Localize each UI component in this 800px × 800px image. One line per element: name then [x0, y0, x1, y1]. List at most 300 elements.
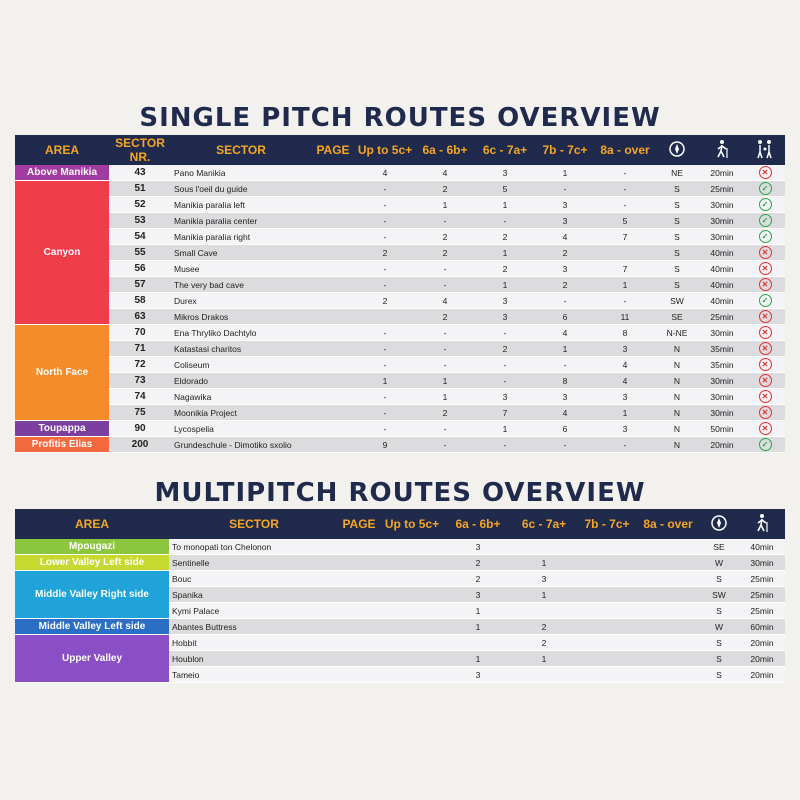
single-header-row — [15, 135, 785, 165]
grade-count — [379, 651, 445, 667]
cross-icon: ✕ — [759, 310, 772, 323]
area-cell: Mpougazi — [15, 539, 169, 555]
grade-count: - — [595, 165, 655, 181]
approach-time: 20min — [739, 651, 785, 667]
grade-count: 3 — [445, 667, 511, 683]
grade-count: 1 — [595, 277, 655, 293]
grade-count: 4 — [535, 405, 595, 421]
orientation: N — [655, 373, 699, 389]
table-row — [15, 277, 785, 293]
sector-number: 71 — [109, 341, 171, 357]
orientation: S — [655, 181, 699, 197]
sector-name: Manikia paralia center — [171, 213, 311, 229]
grade-count: 1 — [475, 197, 535, 213]
grade-count: 3 — [595, 341, 655, 357]
table-row — [15, 325, 785, 341]
sector-name: Kymi Palace — [169, 603, 339, 619]
grade-count — [577, 555, 637, 571]
family-suitability — [745, 437, 785, 453]
grade-count: 3 — [475, 165, 535, 181]
page-number — [311, 357, 355, 373]
family-suitability — [745, 357, 785, 373]
grade-count: 4 — [535, 325, 595, 341]
sector-number: 53 — [109, 213, 171, 229]
cross-icon: ✕ — [759, 422, 772, 435]
grade-count: 3 — [475, 309, 535, 325]
sector-name: Eldorado — [171, 373, 311, 389]
grade-count: 2 — [355, 245, 415, 261]
grade-count: - — [415, 437, 475, 453]
table-row — [15, 197, 785, 213]
page-number — [311, 245, 355, 261]
grade-count: 7 — [475, 405, 535, 421]
table-row — [15, 437, 785, 453]
page-number — [311, 341, 355, 357]
grade-count: 1 — [355, 373, 415, 389]
family-suitability — [745, 181, 785, 197]
sector-name: Tameio — [169, 667, 339, 683]
grade-count — [379, 603, 445, 619]
sector-name: Small Cave — [171, 245, 311, 261]
approach-time: 35min — [699, 341, 745, 357]
grade-count: - — [355, 341, 415, 357]
page-number — [311, 309, 355, 325]
page-number — [339, 651, 379, 667]
sector-number: 51 — [109, 181, 171, 197]
page-number — [311, 197, 355, 213]
col-header: 6c - 7a+ — [475, 135, 535, 165]
table-row — [15, 539, 785, 555]
grade-count: - — [595, 293, 655, 309]
grade-count — [577, 603, 637, 619]
grade-count: 2 — [511, 635, 577, 651]
single-pitch-table — [15, 135, 785, 453]
approach-time: 60min — [739, 619, 785, 635]
orientation: S — [655, 261, 699, 277]
grade-count — [637, 651, 699, 667]
sector-name: Sentinelle — [169, 555, 339, 571]
grade-count — [637, 667, 699, 683]
grade-count: 3 — [511, 571, 577, 587]
sector-number: 74 — [109, 389, 171, 405]
sector-name: The very bad cave — [171, 277, 311, 293]
table-row — [15, 619, 785, 635]
sector-number: 200 — [109, 437, 171, 453]
sector-name: Bouc — [169, 571, 339, 587]
approach-time: 20min — [739, 635, 785, 651]
grade-count: 3 — [535, 389, 595, 405]
sector-name: Ena Thryliko Dachtylo — [171, 325, 311, 341]
grade-count: 3 — [475, 389, 535, 405]
area-cell: Profitis Elias — [15, 437, 109, 453]
approach-time: 50min — [699, 421, 745, 437]
check-icon: ✓ — [759, 294, 772, 307]
grade-count: 2 — [355, 293, 415, 309]
sector-number: 73 — [109, 373, 171, 389]
family-suitability — [745, 325, 785, 341]
grade-count: - — [355, 181, 415, 197]
grade-count: 1 — [415, 197, 475, 213]
col-header: SECTOR — [169, 509, 339, 539]
cross-icon: ✕ — [759, 358, 772, 371]
grade-count: 9 — [355, 437, 415, 453]
grade-count: 2 — [535, 277, 595, 293]
orientation: SW — [699, 587, 739, 603]
sector-name: Manikia paralia right — [171, 229, 311, 245]
grade-count — [445, 635, 511, 651]
sector-name: Abantes Buttress — [169, 619, 339, 635]
grade-count — [379, 539, 445, 555]
grade-count: 2 — [445, 571, 511, 587]
orientation: NE — [655, 165, 699, 181]
orientation: S — [655, 213, 699, 229]
grade-count: 1 — [535, 165, 595, 181]
sector-number: 43 — [109, 165, 171, 181]
approach-time: 25min — [699, 181, 745, 197]
sector-number: 75 — [109, 405, 171, 421]
table-row — [15, 213, 785, 229]
grade-count: 6 — [535, 309, 595, 325]
grade-count: 4 — [595, 373, 655, 389]
grade-count: - — [475, 357, 535, 373]
orientation: SE — [655, 309, 699, 325]
grade-count: - — [415, 341, 475, 357]
grade-count: - — [355, 213, 415, 229]
grade-count: - — [595, 181, 655, 197]
grade-count: 4 — [355, 165, 415, 181]
table-row — [15, 635, 785, 651]
multipitch-table — [15, 509, 785, 683]
grade-count: - — [355, 389, 415, 405]
col-header: 8a - over — [595, 135, 655, 165]
family-suitability — [745, 165, 785, 181]
grade-count: 4 — [415, 293, 475, 309]
sector-name: Katastasi charitos — [171, 341, 311, 357]
page-number — [311, 437, 355, 453]
approach-time: 30min — [699, 213, 745, 229]
orientation: SW — [655, 293, 699, 309]
family-suitability — [745, 293, 785, 309]
grade-count: 1 — [415, 373, 475, 389]
grade-count: 1 — [475, 277, 535, 293]
approach-time: 25min — [699, 309, 745, 325]
col-header: PAGE — [339, 509, 379, 539]
sector-number: 52 — [109, 197, 171, 213]
grade-count — [577, 667, 637, 683]
grade-count — [637, 619, 699, 635]
sector-name: Musee — [171, 261, 311, 277]
grade-count: 5 — [595, 213, 655, 229]
cross-icon: ✕ — [759, 342, 772, 355]
col-header: 6a - 6b+ — [445, 509, 511, 539]
approach-time: 40min — [739, 539, 785, 555]
grade-count — [595, 245, 655, 261]
grade-count: 3 — [475, 293, 535, 309]
cross-icon: ✕ — [759, 390, 772, 403]
orientation: S — [655, 197, 699, 213]
table-row — [15, 421, 785, 437]
page-number — [339, 635, 379, 651]
family-suitability — [745, 245, 785, 261]
grade-count — [577, 587, 637, 603]
check-icon: ✓ — [759, 214, 772, 227]
family-suitability — [745, 309, 785, 325]
approach-time: 30min — [699, 373, 745, 389]
page-number — [311, 213, 355, 229]
grade-count: - — [535, 437, 595, 453]
col-header: 6c - 7a+ — [511, 509, 577, 539]
approach-time: 25min — [739, 571, 785, 587]
sector-number: 57 — [109, 277, 171, 293]
grade-count: - — [355, 421, 415, 437]
page-number — [311, 293, 355, 309]
grade-count: 11 — [595, 309, 655, 325]
grade-count: 5 — [475, 181, 535, 197]
page-number — [339, 619, 379, 635]
grade-count: 1 — [595, 405, 655, 421]
hiker-icon — [699, 135, 745, 165]
cross-icon: ✕ — [759, 166, 772, 179]
table-row — [15, 571, 785, 587]
approach-time: 25min — [739, 587, 785, 603]
sector-name: Spanika — [169, 587, 339, 603]
col-header: AREA — [15, 509, 169, 539]
orientation: N — [655, 421, 699, 437]
page-number — [311, 277, 355, 293]
family-suitability — [745, 197, 785, 213]
sector-number: 58 — [109, 293, 171, 309]
page-number — [311, 325, 355, 341]
area-cell: Toupappa — [15, 421, 109, 437]
grade-count: 3 — [535, 261, 595, 277]
approach-time: 30min — [699, 229, 745, 245]
approach-time: 30min — [699, 405, 745, 421]
grade-count: 2 — [415, 309, 475, 325]
family-suitability — [745, 213, 785, 229]
grade-count: - — [535, 293, 595, 309]
cross-icon: ✕ — [759, 326, 772, 339]
orientation: S — [655, 277, 699, 293]
sector-number: 54 — [109, 229, 171, 245]
approach-time: 20min — [699, 165, 745, 181]
multi-header-row — [15, 509, 785, 539]
family-icon — [745, 135, 785, 165]
grade-count: - — [475, 325, 535, 341]
check-icon: ✓ — [759, 438, 772, 451]
grade-count: 3 — [595, 389, 655, 405]
family-suitability — [745, 389, 785, 405]
col-header: SECTOR — [171, 135, 311, 165]
sector-number: 63 — [109, 309, 171, 325]
family-suitability — [745, 373, 785, 389]
grade-count — [355, 309, 415, 325]
table-row — [15, 389, 785, 405]
page-number — [311, 389, 355, 405]
sector-name: Coliseum — [171, 357, 311, 373]
page-number — [311, 261, 355, 277]
grade-count: - — [415, 213, 475, 229]
hiker-icon — [739, 509, 785, 539]
area-cell: Middle Valley Right side — [15, 571, 169, 619]
sector-number: 90 — [109, 421, 171, 437]
col-header: Up to 5c+ — [379, 509, 445, 539]
sector-number: 70 — [109, 325, 171, 341]
grade-count: 2 — [511, 619, 577, 635]
sector-name: Pano Manikia — [171, 165, 311, 181]
page-number — [311, 405, 355, 421]
table-row — [15, 405, 785, 421]
orientation: S — [699, 635, 739, 651]
col-header: 7b - 7c+ — [535, 135, 595, 165]
page-number — [339, 571, 379, 587]
grade-count: - — [415, 261, 475, 277]
compass-icon — [655, 135, 699, 165]
sector-name: Mikros Drakos — [171, 309, 311, 325]
family-suitability — [745, 277, 785, 293]
grade-count: 1 — [511, 587, 577, 603]
orientation: S — [699, 571, 739, 587]
grade-count: 2 — [415, 229, 475, 245]
sector-name: Sous l'oeil du guide — [171, 181, 311, 197]
grade-count: 3 — [535, 197, 595, 213]
grade-count — [637, 635, 699, 651]
check-icon: ✓ — [759, 182, 772, 195]
col-header: PAGE — [311, 135, 355, 165]
sector-name: To monopati ton Chelonon — [169, 539, 339, 555]
table-row — [15, 309, 785, 325]
orientation: N — [655, 437, 699, 453]
sector-name: Lycospelia — [171, 421, 311, 437]
col-header: Up to 5c+ — [355, 135, 415, 165]
cross-icon: ✕ — [759, 278, 772, 291]
grade-count — [637, 587, 699, 603]
sector-name: Hobbit — [169, 635, 339, 651]
single-pitch-title: SINGLE PITCH ROUTES OVERVIEW — [139, 103, 661, 133]
grade-count: 1 — [535, 341, 595, 357]
grade-count — [379, 571, 445, 587]
grade-count: 1 — [415, 389, 475, 405]
table-row — [15, 555, 785, 571]
grade-count: 3 — [445, 539, 511, 555]
col-header: 7b - 7c+ — [577, 509, 637, 539]
grade-count — [379, 635, 445, 651]
grade-count: 1 — [511, 555, 577, 571]
grade-count: 8 — [535, 373, 595, 389]
page-number — [339, 587, 379, 603]
sector-name: Houblon — [169, 651, 339, 667]
grade-count: - — [535, 181, 595, 197]
approach-time: 40min — [699, 293, 745, 309]
grade-count: - — [355, 357, 415, 373]
orientation: S — [655, 229, 699, 245]
grade-count — [379, 587, 445, 603]
grade-count — [511, 667, 577, 683]
grade-count — [577, 619, 637, 635]
grade-count: 1 — [445, 619, 511, 635]
grade-count: 4 — [415, 165, 475, 181]
multipitch-title: MULTIPITCH ROUTES OVERVIEW — [154, 478, 646, 508]
family-suitability — [745, 261, 785, 277]
grade-count — [511, 603, 577, 619]
grade-count: 2 — [535, 245, 595, 261]
table-row — [15, 261, 785, 277]
area-cell: Canyon — [15, 181, 109, 325]
family-suitability — [745, 341, 785, 357]
grade-count: - — [355, 197, 415, 213]
grade-count: 2 — [475, 261, 535, 277]
approach-time: 20min — [739, 667, 785, 683]
sector-name: Nagawika — [171, 389, 311, 405]
sector-name: Moonikia Project — [171, 405, 311, 421]
family-suitability — [745, 421, 785, 437]
grade-count: - — [355, 405, 415, 421]
grade-count — [637, 571, 699, 587]
table-row — [15, 245, 785, 261]
orientation: N — [655, 389, 699, 405]
grade-count: - — [595, 437, 655, 453]
table-row — [15, 181, 785, 197]
grade-count: - — [475, 213, 535, 229]
grade-count — [511, 539, 577, 555]
approach-time: 30min — [739, 555, 785, 571]
grade-count: 1 — [475, 421, 535, 437]
grade-count: 1 — [445, 603, 511, 619]
cross-icon: ✕ — [759, 406, 772, 419]
page-number — [311, 421, 355, 437]
grade-count — [637, 555, 699, 571]
approach-time: 30min — [699, 197, 745, 213]
approach-time: 35min — [699, 357, 745, 373]
grade-count — [577, 635, 637, 651]
approach-time: 30min — [699, 325, 745, 341]
orientation: N — [655, 405, 699, 421]
orientation: S — [655, 245, 699, 261]
sector-name: Durex — [171, 293, 311, 309]
table-row — [15, 165, 785, 181]
grade-count: 2 — [445, 555, 511, 571]
grade-count — [577, 571, 637, 587]
sector-number: 56 — [109, 261, 171, 277]
family-suitability — [745, 405, 785, 421]
grade-count — [379, 667, 445, 683]
grade-count: 3 — [445, 587, 511, 603]
cross-icon: ✕ — [759, 262, 772, 275]
compass-icon — [699, 509, 739, 539]
grade-count — [577, 539, 637, 555]
table-row — [15, 373, 785, 389]
cross-icon: ✕ — [759, 246, 772, 259]
page-number — [339, 667, 379, 683]
page-number — [311, 229, 355, 245]
table-row — [15, 357, 785, 373]
family-suitability — [745, 229, 785, 245]
area-cell: North Face — [15, 325, 109, 421]
table-row — [15, 229, 785, 245]
col-header: AREA — [15, 135, 109, 165]
grade-count: 7 — [595, 261, 655, 277]
page-number — [311, 181, 355, 197]
grade-count: 2 — [475, 229, 535, 245]
grade-count: - — [355, 229, 415, 245]
approach-time: 20min — [699, 437, 745, 453]
col-header: SECTOR NR. — [109, 135, 171, 165]
orientation: N — [655, 341, 699, 357]
grade-count: 3 — [595, 421, 655, 437]
grade-count: - — [355, 325, 415, 341]
grade-count: - — [415, 357, 475, 373]
approach-time: 40min — [699, 277, 745, 293]
area-cell: Upper Valley — [15, 635, 169, 683]
